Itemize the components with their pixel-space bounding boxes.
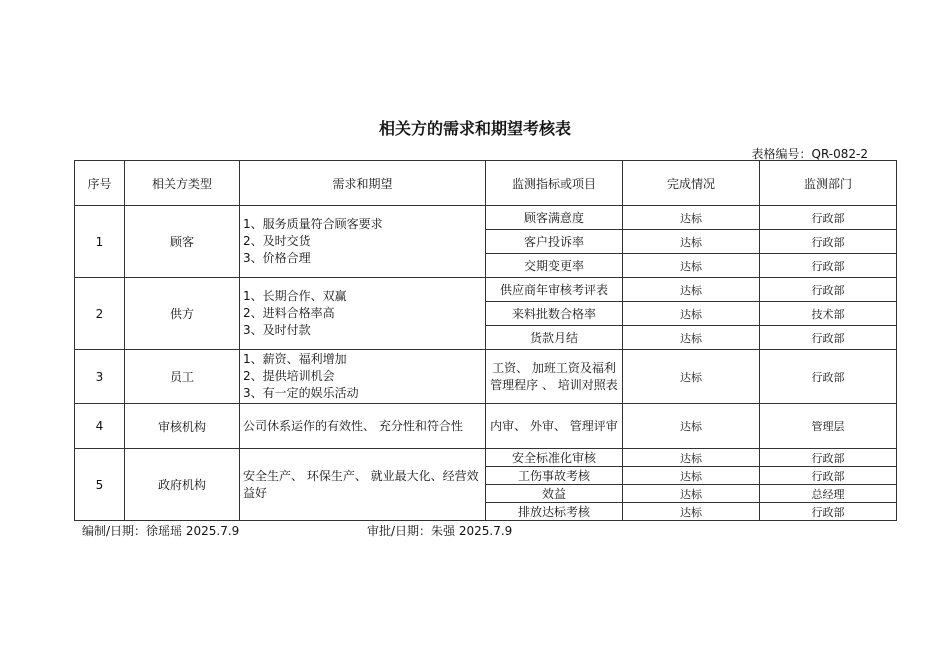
need-item: 3、及时付款: [243, 323, 311, 337]
row-no: 3: [75, 350, 125, 404]
table-row: [75, 449, 897, 467]
status: 达标: [623, 503, 760, 521]
indicator: 内审、 外审、 管理评审: [486, 404, 623, 449]
indicator: 顾客满意度: [486, 206, 623, 230]
need-item: 公司休系运作的有效性、 充分性和符合性: [243, 418, 463, 433]
dept: 管理层: [760, 404, 897, 449]
header-indicator: 监测指标或项目: [486, 161, 623, 206]
prepared-by: 编制/日期：徐瑶瑶 2025.7.9: [82, 524, 240, 538]
indicator: 工伤事故考核: [486, 467, 623, 485]
need-item: 1、长期合作、双赢: [243, 289, 347, 303]
dept: 行政部: [760, 230, 897, 254]
header-dept: 监测部门: [760, 161, 897, 206]
need-item: 安全生产、 环保生产、 就业最大化、经营效益好: [243, 468, 479, 500]
row-no: 5: [75, 449, 125, 521]
indicator: 供应商年审核考评表: [486, 278, 623, 302]
dept: 行政部: [760, 449, 897, 467]
status: 达标: [623, 278, 760, 302]
dept: 行政部: [760, 278, 897, 302]
status: 达标: [623, 326, 760, 350]
header-no: 序号: [75, 161, 125, 206]
dept: 行政部: [760, 254, 897, 278]
party-type: 审核机构: [125, 404, 240, 449]
needs-cell: [240, 278, 486, 350]
indicator: 客户投诉率: [486, 230, 623, 254]
needs-cell: [240, 206, 486, 278]
table-row: [75, 350, 897, 404]
dept: 行政部: [760, 467, 897, 485]
need-item: 2、提供培训机会: [243, 369, 335, 383]
form-code: 表格编号：QR-082-2: [751, 147, 868, 161]
status: 达标: [623, 206, 760, 230]
indicator: 交期变更率: [486, 254, 623, 278]
needs-cell: [240, 404, 486, 449]
need-item: 1、薪资、福利增加: [243, 352, 347, 366]
need-item: 2、及时交货: [243, 234, 311, 248]
indicator: 货款月结: [486, 326, 623, 350]
table-row: [75, 404, 897, 449]
header-needs: 需求和期望: [240, 161, 486, 206]
header-row: [75, 161, 897, 206]
status: 达标: [623, 230, 760, 254]
dept: 行政部: [760, 350, 897, 404]
page-title: 相关方的需求和期望考核表: [378, 119, 571, 138]
status: 达标: [623, 467, 760, 485]
indicator: 安全标准化审核: [486, 449, 623, 467]
status: 达标: [623, 302, 760, 326]
row-no: 2: [75, 278, 125, 350]
needs-cell: [240, 350, 486, 404]
status: 达标: [623, 404, 760, 449]
indicator: 工资、 加班工资及福利管理程序 、 培训对照表: [486, 350, 623, 404]
dept: 技术部: [760, 302, 897, 326]
table-row: [75, 278, 897, 302]
needs-cell: [240, 449, 486, 521]
need-item: 3、价格合理: [243, 251, 311, 265]
party-type: 员工: [125, 350, 240, 404]
indicator: 来料批数合格率: [486, 302, 623, 326]
need-item: 3、有一定的娱乐活动: [243, 386, 359, 400]
status: 达标: [623, 485, 760, 503]
indicator: 排放达标考核: [486, 503, 623, 521]
assessment-table: [74, 160, 897, 521]
dept: 行政部: [760, 503, 897, 521]
need-item: 1、服务质量符合顾客要求: [243, 217, 383, 231]
party-type: 政府机构: [125, 449, 240, 521]
approved-by: 审批/日期：朱强 2025.7.9: [367, 524, 513, 538]
indicator: 效益: [486, 485, 623, 503]
table-row: [75, 206, 897, 230]
header-type: 相关方类型: [125, 161, 240, 206]
status: 达标: [623, 254, 760, 278]
need-item: 2、进料合格率高: [243, 306, 335, 320]
dept: 总经理: [760, 485, 897, 503]
row-no: 4: [75, 404, 125, 449]
dept: 行政部: [760, 206, 897, 230]
party-type: 供方: [125, 278, 240, 350]
status: 达标: [623, 350, 760, 404]
header-status: 完成情况: [623, 161, 760, 206]
party-type: 顾客: [125, 206, 240, 278]
dept: 行政部: [760, 326, 897, 350]
status: 达标: [623, 449, 760, 467]
row-no: 1: [75, 206, 125, 278]
